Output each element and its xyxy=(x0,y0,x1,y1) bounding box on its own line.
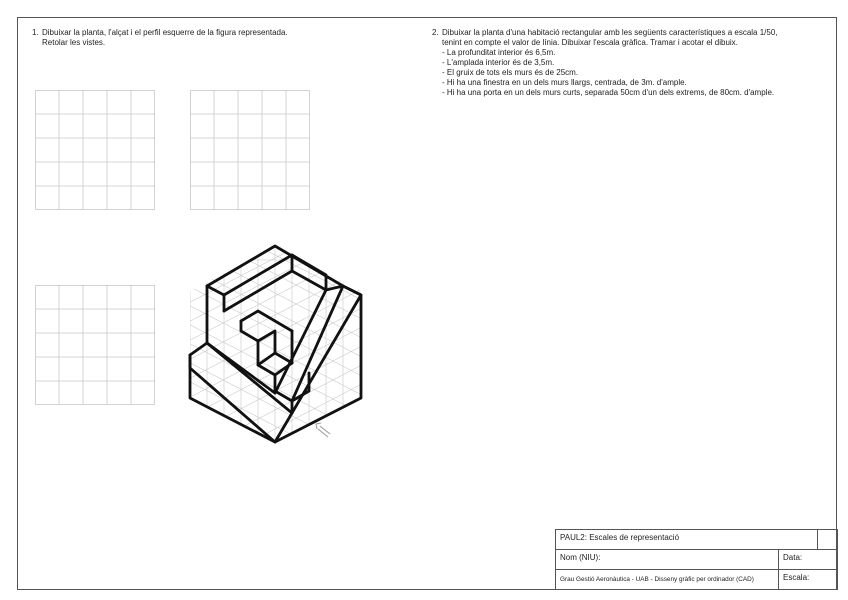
title-block xyxy=(555,529,838,590)
exercise-2-number: 2. xyxy=(432,28,439,37)
grid-perfil[interactable] xyxy=(35,285,155,405)
exercise-1-line: Retolar les vistes. xyxy=(42,38,106,47)
exercise-2-line: - El gruix de tots els murs és de 25cm. xyxy=(442,68,579,77)
scale-label: Escala: xyxy=(783,573,810,582)
exercise-2-line: - La profunditat interior és 6,5m. xyxy=(442,48,556,57)
exercise-1-number: 1. xyxy=(32,28,39,37)
exercise-1-line: Dibuixar la planta, l'alçat i el perfil esquerre de la figura representada. xyxy=(42,28,288,37)
name-field[interactable] xyxy=(555,549,779,570)
name-label: Nom (NIU): xyxy=(560,553,601,562)
exercise-2-line: - Hi ha una finestra en un dels murs llargs, centrada, de 3m. d'ample. xyxy=(442,78,687,87)
figure-outline xyxy=(190,246,361,442)
course-text: Grau Gestió Aeronàutica - UAB - Disseny gràfic per ordinador (CAD) xyxy=(560,576,754,583)
exercise-2-line: Dibuixar la planta d'una habitació rectangular amb les següents característiques a escala 1/50, xyxy=(442,28,778,37)
course-row xyxy=(555,569,779,590)
scale-field[interactable] xyxy=(778,569,838,590)
exercise-2-line: tenint en compte el valor de línia. Dibuixar l'escala gràfica. Tramar i acotar el dibuix. xyxy=(442,38,738,47)
isometric-figure-icon xyxy=(183,243,368,448)
view-direction-arrow-icon xyxy=(316,423,330,437)
grid-planta[interactable] xyxy=(35,90,155,210)
date-field[interactable] xyxy=(778,549,838,570)
date-label: Data: xyxy=(783,553,803,562)
title-text: PAUL2: Escales de representació xyxy=(560,533,680,542)
grid-alcat[interactable] xyxy=(190,90,310,210)
exercise-2-line: - L'amplada interior és de 3,5m. xyxy=(442,58,555,67)
title-row xyxy=(555,529,838,550)
exercise-2-line: - Hi ha una porta en un dels murs curts, separada 50cm d'un dels extrems, de 80cm. d'ample. xyxy=(442,88,775,97)
title-corner-cell xyxy=(817,529,838,550)
